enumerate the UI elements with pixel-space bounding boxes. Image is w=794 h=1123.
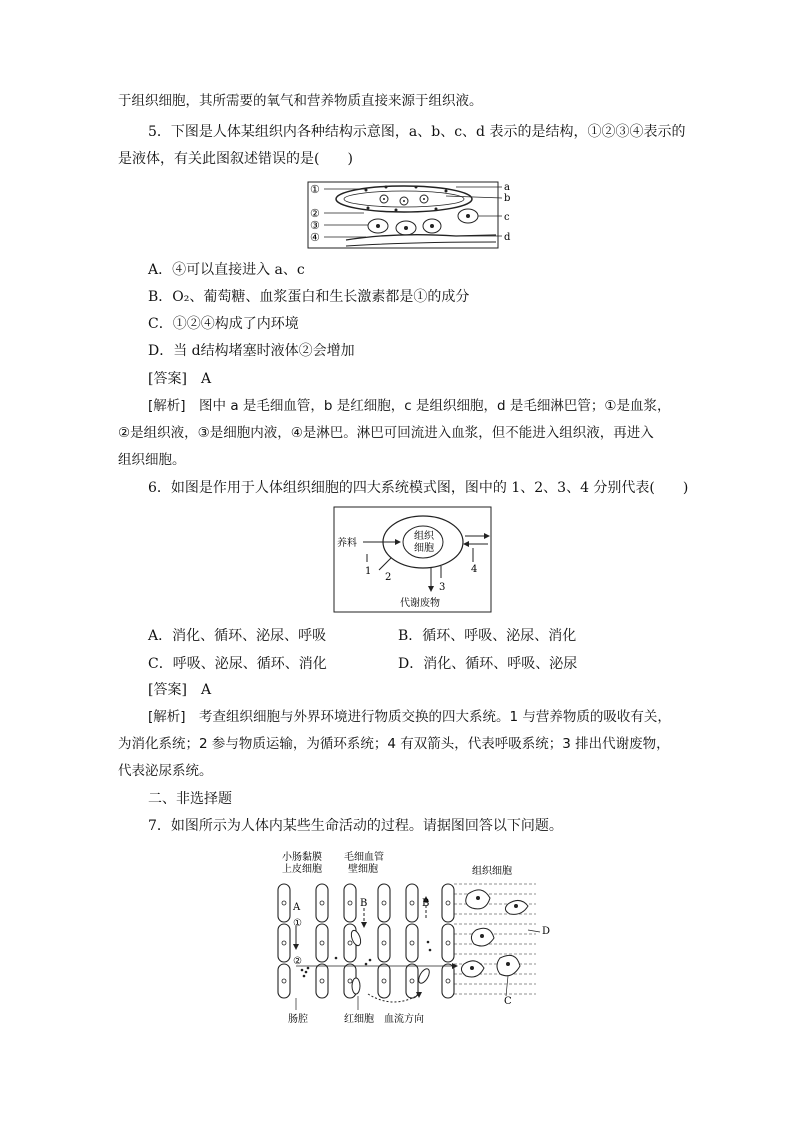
explanation-tag: [解析] <box>148 709 186 725</box>
explanation-text: 考查组织细胞与外界环境进行物质交换的四大系统。1 与营养物质的吸收有关， <box>199 709 671 725</box>
q5-option-a: A．④可以直接进入 a、c <box>148 262 305 278</box>
fig1-label-4: ④ <box>310 231 320 244</box>
q6-option-a: A．消化、循环、泌尿、呼吸 <box>148 628 327 644</box>
fig3-lumen-label: 肠腔 <box>288 1014 308 1025</box>
fig1-label-1: ① <box>310 183 320 196</box>
fig3-label-c: C <box>504 996 512 1007</box>
fig1-label-c: c <box>504 212 510 223</box>
fig2-label-1: 1 <box>365 566 372 577</box>
text-line: 于组织细胞，其所需要的氧气和营养物质直接来源于组织液。 <box>118 93 483 109</box>
q6-answer <box>148 680 211 700</box>
fig1-label-d: d <box>504 232 511 243</box>
answer-value: A <box>200 682 212 698</box>
q6-option-c: C．呼吸、泌尿、循环、消化 <box>148 656 327 672</box>
fig3-label-1: ① <box>293 918 302 929</box>
q5-explanation-cont: ②是组织液，③是细胞内液，④是淋巴。淋巴可回流进入血浆，但不能进入组织液，再进入 <box>118 425 654 441</box>
question-5-stem-cont: 是液体，有关此图叙述错误的是( ) <box>118 151 353 167</box>
fig2-cell-label-1: 组织 <box>414 531 434 542</box>
fig3-label-2: ② <box>293 956 302 967</box>
life-activity-figure <box>268 846 551 1026</box>
fig3-flow-label: 血流方向 <box>384 1014 424 1025</box>
tissue-structure-figure <box>306 180 518 250</box>
q5-explanation-cont: 组织细胞。 <box>118 452 186 468</box>
fig3-capillary-label-1: 毛细血管 <box>344 852 384 863</box>
explanation-tag: [解析] <box>148 398 186 414</box>
fig3-label-a: A <box>293 902 301 913</box>
question-7-stem: 7．如图所示为人体内某些生命活动的过程。请据图回答以下问题。 <box>148 818 563 834</box>
q6-explanation-cont: 代表泌尿系统。 <box>118 763 213 779</box>
q5-answer <box>148 369 211 389</box>
fig3-label-b1: B <box>360 898 368 909</box>
answer-tag: [答案] <box>148 371 187 387</box>
q6-option-b: B．循环、呼吸、泌尿、消化 <box>398 628 577 644</box>
question-5-stem: 5．下图是人体某组织内各种结构示意图，a、b、c、d 表示的是结构，①②③④表示的 <box>148 124 686 140</box>
fig3-label-b2: B <box>422 898 430 909</box>
fig3-rbc-label: 红细胞 <box>344 1014 374 1025</box>
fig1-label-b: b <box>504 193 511 204</box>
fig2-label-4: 4 <box>471 564 478 575</box>
q5-explanation <box>148 396 670 416</box>
fig3-tissue-cell-label: 组织细胞 <box>472 866 512 877</box>
four-systems-figure <box>333 506 493 614</box>
question-6-stem: 6．如图是作用于人体组织细胞的四大系统模式图，图中的 1、2、3、4 分别代表( ) <box>148 480 689 496</box>
fig2-label-3: 3 <box>439 582 446 593</box>
answer-value: A <box>200 371 212 387</box>
fig3-label-d: D <box>542 926 551 937</box>
fig2-waste-label: 代谢废物 <box>400 598 440 609</box>
section-heading: 二、非选择题 <box>148 791 232 807</box>
answer-tag: [答案] <box>148 682 187 698</box>
fig3-capillary-label-2: 壁细胞 <box>348 864 378 875</box>
q6-explanation <box>148 707 671 727</box>
q6-option-d: D．消化、循环、呼吸、泌尿 <box>398 656 578 672</box>
fig1-label-a: a <box>504 182 510 193</box>
fig2-nutrient-label: 养料 <box>337 538 357 549</box>
fig3-intestine-label-1: 小肠黏膜 <box>282 852 322 863</box>
fig3-intestine-label-2: 上皮细胞 <box>282 864 322 875</box>
fig2-label-2: 2 <box>385 572 392 583</box>
explanation-text: 图中 a 是毛细血管，b 是红细胞，c 是组织细胞，d 是毛细淋巴管；①是血浆， <box>199 398 671 414</box>
fig2-cell-label-2: 细胞 <box>414 543 434 554</box>
fig1-label-2: ② <box>310 207 320 220</box>
q5-option-b: B．O₂、葡萄糖、血浆蛋白和生长激素都是①的成分 <box>148 289 470 305</box>
q5-option-c: C．①②④构成了内环境 <box>148 316 299 332</box>
fig1-label-3: ③ <box>310 219 320 232</box>
q5-option-d: D．当 d结构堵塞时液体②会增加 <box>148 343 355 359</box>
q6-explanation-cont: 为消化系统；2 参与物质运输，为循环系统；4 有双箭头，代表呼吸系统；3 排出代谢废物， <box>118 736 670 752</box>
